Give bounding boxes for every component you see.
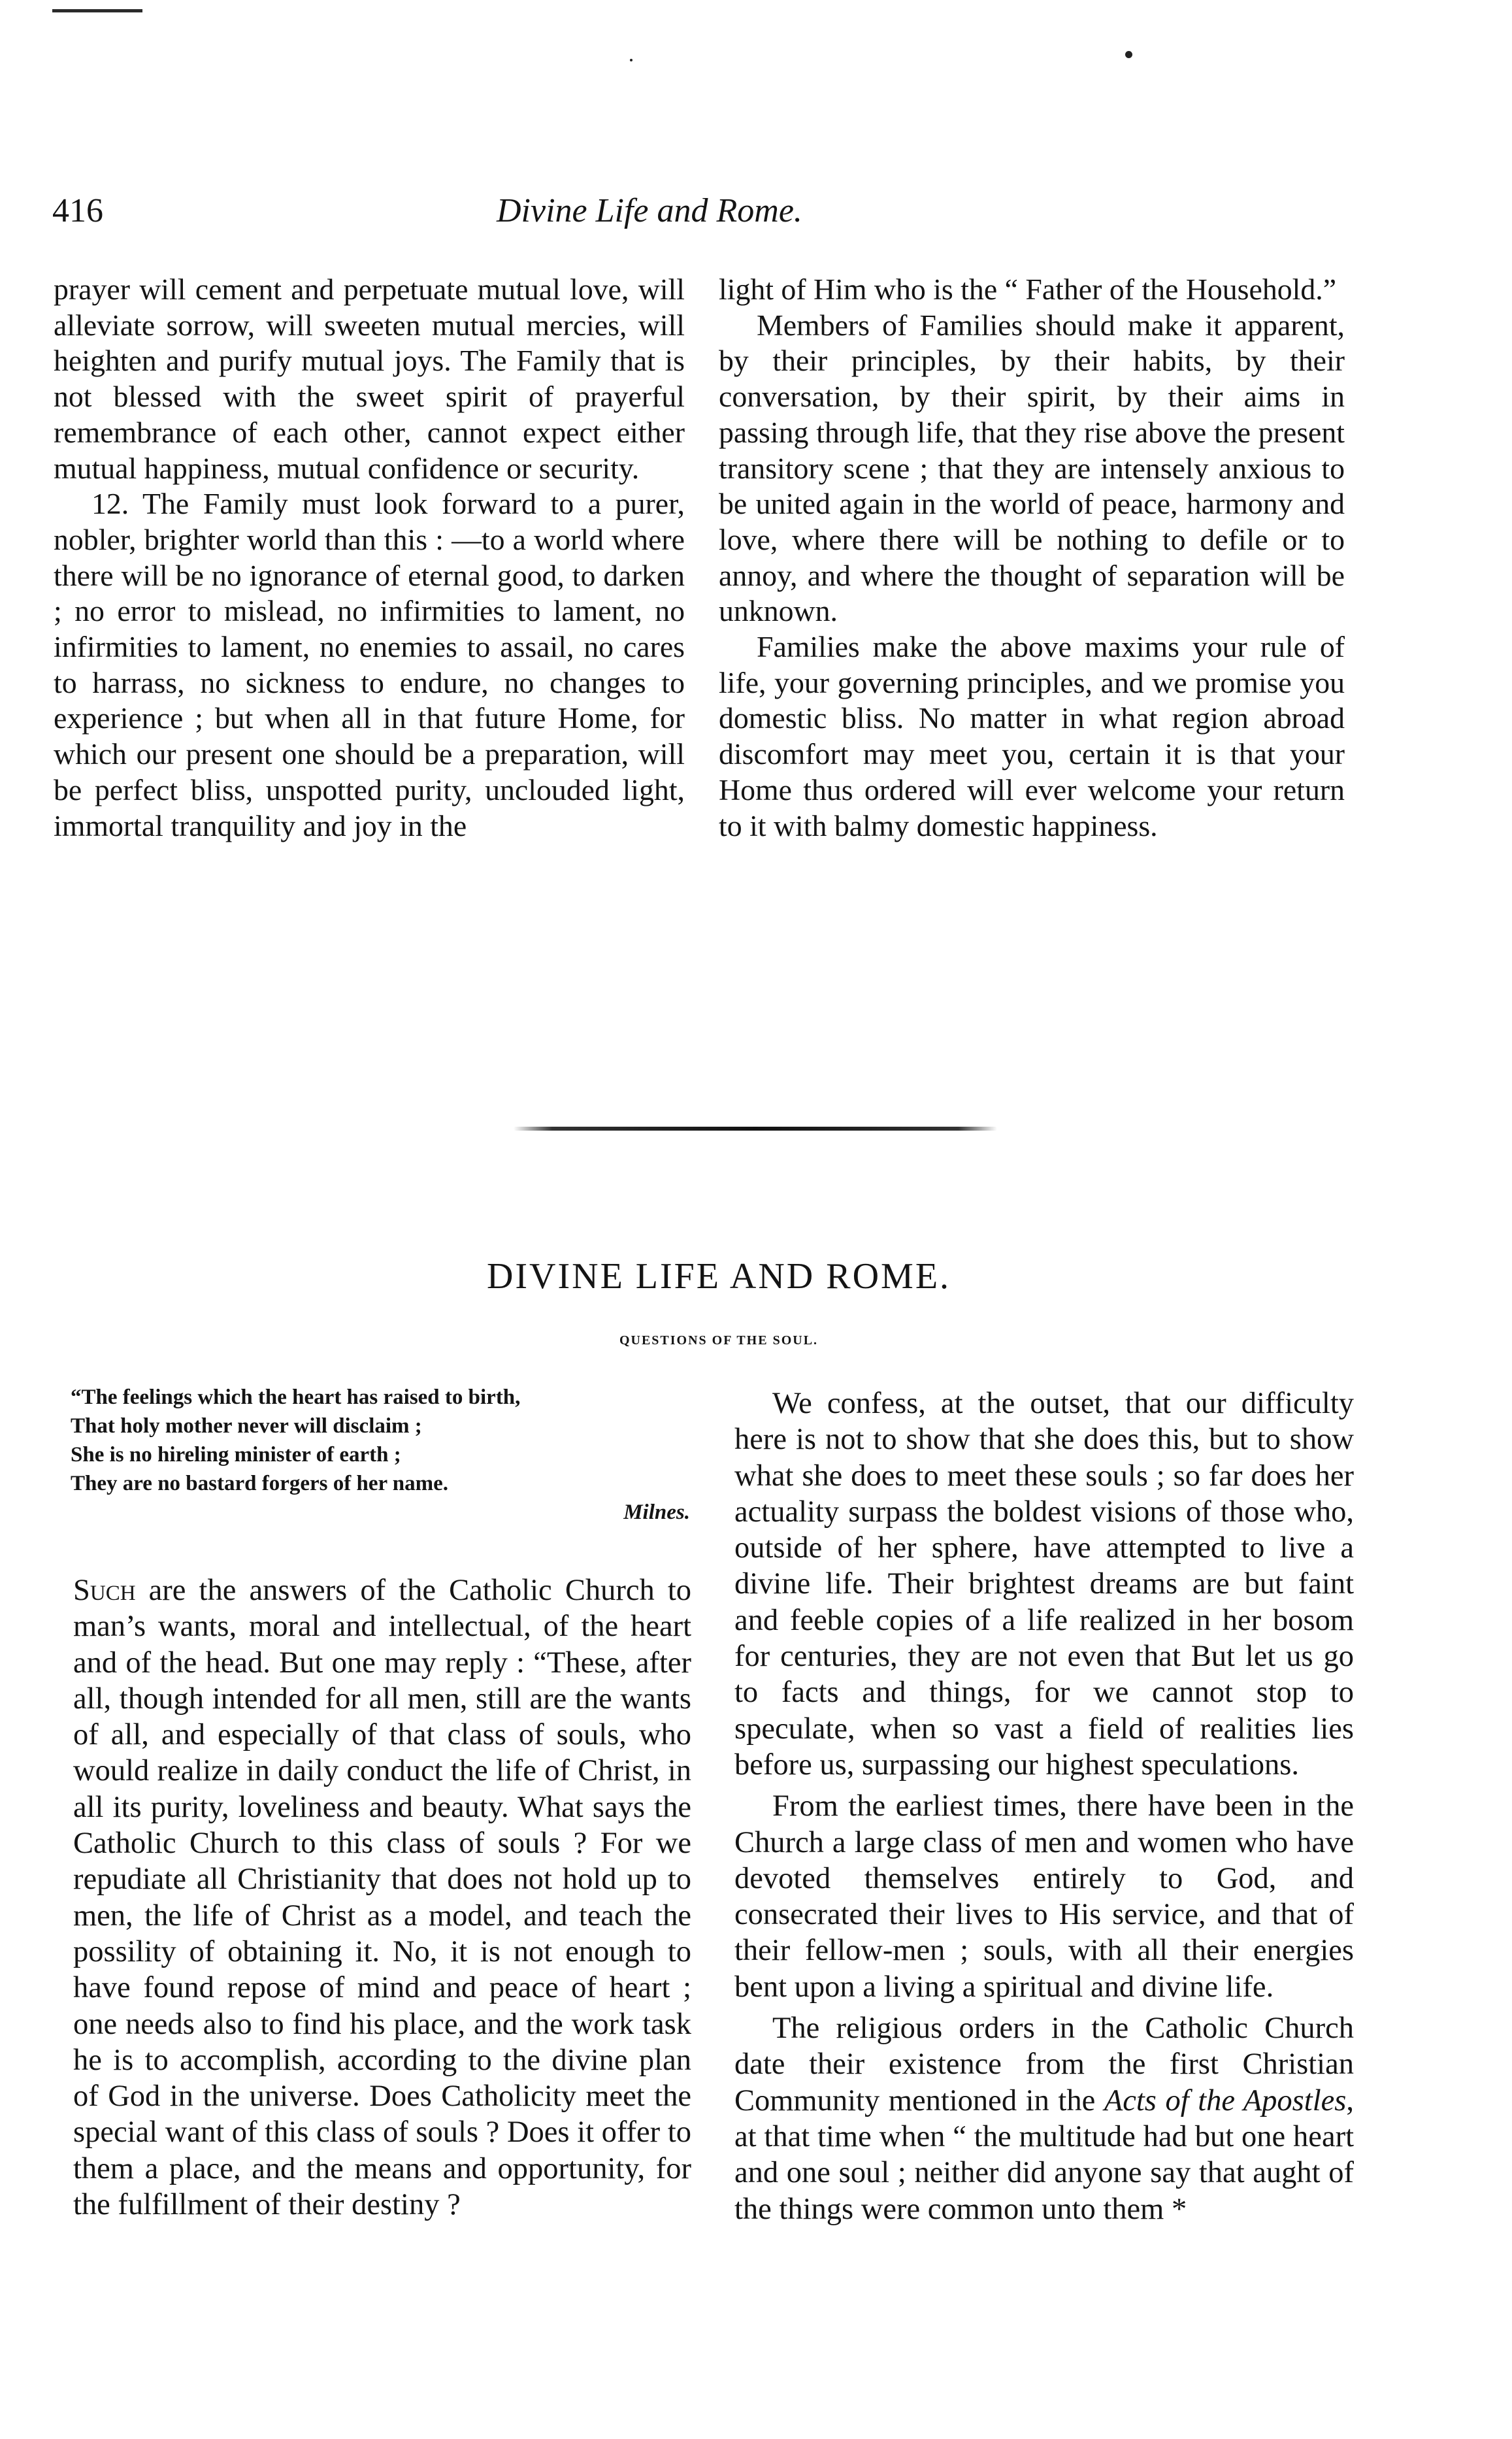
previous-article-left-column xyxy=(54,272,685,844)
article-title: DIVINE LIFE AND ROME. xyxy=(486,1256,951,1297)
ink-speck xyxy=(630,59,633,61)
epigraph-line: She is no hireling minister of earth ; xyxy=(71,1443,401,1467)
previous-article-right-column xyxy=(719,272,1345,844)
paragraph-text: , at that time when “ the multitude had but one heart and one soul ; neither did anyone say that aught of the things were common unto them xyxy=(734,2083,1354,2226)
article-right-column xyxy=(734,1385,1354,2227)
book-title: Acts of the Apostles xyxy=(1104,2083,1347,2117)
top-rule xyxy=(52,9,142,12)
paragraph: We confess, at the outset, that our difficulty here is not to show that she does this, but to show what she does to meet these souls ; so far does her actuality surpass the boldest visions of those who, outside of her sphere, have attempted to live a divine life. Their brightest dreams are but faint and feeble copies of a life realized in her bosom for centuries, they are not even that But let us go to facts and things, for we cannot stop to speculate, when so vast a field of realities lies before us, surpassing our highest speculations. xyxy=(734,1387,1354,1782)
paragraph: light of Him who is the “ Father of the Household.” xyxy=(719,273,1337,306)
lead-word: Such xyxy=(73,1574,136,1607)
epigraph-line: “The feelings which the heart has raised to birth, xyxy=(71,1385,521,1409)
epigraph-line: They are no bastard forgers of her name. xyxy=(71,1472,449,1495)
ink-speck xyxy=(1125,51,1132,58)
article-left-column xyxy=(73,1572,691,2223)
section-divider xyxy=(514,1127,997,1131)
paragraph xyxy=(734,2010,1354,2227)
paragraph: prayer will cement and perpetuate mutual love, will alleviate sorrow, will sweeten mutual mercies, will heighten and purify mutual joys. The Family that is not blessed with the sweet spirit of prayerful remembrance of each other, cannot expect either mutual happiness, mutual confidence or security. xyxy=(54,273,685,485)
page-number: 416 xyxy=(52,192,103,229)
paragraph-text: The religious orders in the Catholic Church date their existence from the first Christian Community mentioned in the xyxy=(734,2012,1354,2117)
epigraph xyxy=(71,1383,690,1527)
paragraph: Families make the above maxims your rule of life, your governing principles, and we promise you domestic bliss. No matter in what region abroad discomfort may meet you, certain it is that your Home thus ordered will ever welcome your return to it with balmy domestic happiness. xyxy=(719,630,1345,842)
paragraph: 12. The Family must look forward to a purer, nobler, brighter world than this : —to a world where there will be no ignorance of eternal good, to darken ; no error to mislead, no infirmities to lament, no infirmities to lament, no enemies to assail, no cares to harrass, no sickness to endure, no changes to experience ; but when all in that future Home, for which our present one should be a preparation, will be perfect bliss, unspotted purity, unclouded light, immortal tranquility and joy in the xyxy=(54,487,685,842)
paragraph: Members of Families should make it apparent, by their principles, by their habits, by their conversation, by their spirit, by their aims in passing through life, that they rise above the present transitory scene ; that they are intensely anxious to be united again in the world of peace, harmony and love, where there will be nothing to defile or to annoy, and where the thought of separation will be unknown. xyxy=(719,308,1345,628)
epigraph-attribution: Milnes. xyxy=(623,1501,690,1524)
epigraph-line: That holy mother never will disclaim ; xyxy=(71,1414,422,1438)
paragraph-text: are the answers of the Catholic Church to man’s wants, moral and intellectual, of the heart and of the head. But one may reply : “These, after all, though intended for all men, still are the wants of all, and especially of that class of souls, who would realize in daily conduct the life of Christ, in all its purity, loveliness and beauty. What says the Catholic Church to this class of souls ? For we repudiate all Christianity that does not hold up to men, the life of Christ as a model, and teach the possility of obtaining it. No, it is not enough to have found repose of mind and peace of heart ; one needs also to find his place, and the work task he is to accomplish, according to the divine plan of God in the universe. Does Catholicity meet the special want of this class of souls ? Does it offer to them a place, and the means and opportunity, for the fulfillment of their destiny ? xyxy=(73,1574,691,2222)
running-head xyxy=(52,188,1353,234)
article-subtitle: QUESTIONS OF THE SOUL. xyxy=(619,1333,819,1348)
paragraph xyxy=(73,1572,691,2223)
footnote-mark: * xyxy=(1171,2192,1187,2226)
running-title: Divine Life and Rome. xyxy=(497,192,802,229)
paragraph: From the earliest times, there have been in the Church a large class of men and women who have devoted themselves entirely to God, and consecrated their lives to His service, and that of their fellow-men ; souls, with all their energies bent upon a living a spiritual and divine life. xyxy=(734,1789,1354,2004)
